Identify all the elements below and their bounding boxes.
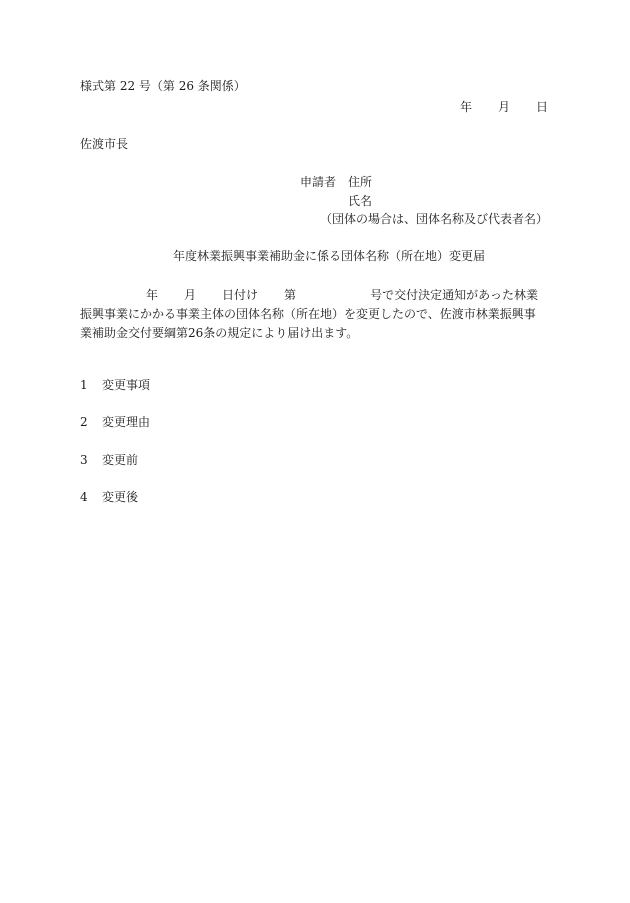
- body-year: 年: [146, 288, 159, 302]
- body-line-1: [80, 286, 550, 305]
- body-paragraph: [80, 286, 550, 343]
- body-line-3: 業補助金交付要綱第26条の規定により届け出ます。: [80, 326, 359, 340]
- address-label: 住所: [348, 175, 373, 189]
- item-3: [80, 454, 138, 466]
- body-no-prefix: 第: [284, 288, 297, 302]
- date-line: [460, 101, 548, 113]
- body-line-1-rest: 号で交付決定通知があった林業: [370, 288, 538, 302]
- body-month: 月: [184, 288, 197, 302]
- date-day: 日: [536, 100, 549, 114]
- item-2: [80, 416, 150, 428]
- applicant-address-row: [300, 176, 372, 188]
- date-month: 月: [498, 100, 511, 114]
- item-label: 変更理由: [102, 415, 151, 429]
- item-number: 4: [80, 490, 88, 504]
- item-1: [80, 379, 150, 391]
- document-title: 年度林業振興事業補助金に係る団体名称（所在地）変更届: [173, 249, 486, 263]
- applicant-label: 申請者: [300, 175, 337, 189]
- item-number: 1: [80, 378, 88, 392]
- body-day-dated: 日付け: [222, 288, 259, 302]
- item-label: 変更前: [102, 453, 139, 467]
- item-label: 変更後: [102, 490, 139, 504]
- item-number: 2: [80, 415, 88, 429]
- item-label: 変更事項: [102, 378, 151, 392]
- recipient: 佐渡市長: [80, 137, 129, 151]
- name-label: 氏名: [348, 194, 373, 208]
- item-number: 3: [80, 453, 88, 467]
- item-4: [80, 491, 138, 503]
- form-number: 様式第 22 号（第 26 条関係）: [80, 79, 246, 93]
- date-year: 年: [460, 100, 473, 114]
- body-line-2: 振興事業にかかる事業主体の団体名称（所在地）を変更したので、佐渡市林業振興事: [80, 307, 536, 321]
- group-note: （団体の場合は、団体名称及び代表者名）: [320, 212, 549, 226]
